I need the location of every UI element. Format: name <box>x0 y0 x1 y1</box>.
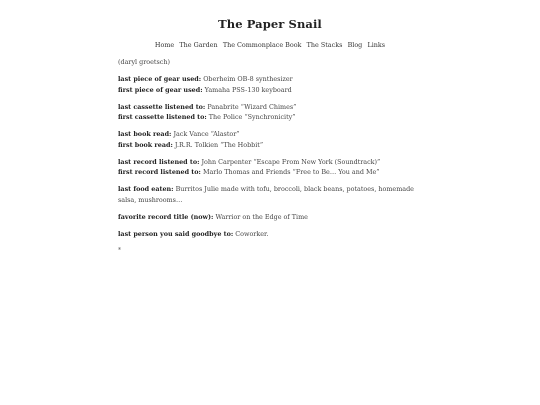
row-value: Burritos Julie made with tofu, broccoli, black beans, potatoes, homemade salsa, mushrooms… <box>118 185 414 204</box>
row-label: last cassette listened to: <box>118 102 206 111</box>
goodbye-section <box>118 229 428 240</box>
row-value: The Police “Synchronicity” <box>208 113 296 121</box>
favorite-record-section <box>118 212 428 223</box>
row-label: last person you said goodbye to: <box>118 229 234 238</box>
row-label: first cassette listened to: <box>118 113 207 121</box>
site-title: The Paper Snail <box>218 17 322 31</box>
nav-the-commonplace-book[interactable]: The Commonplace Book <box>222 41 302 49</box>
record-section <box>118 157 428 178</box>
byline: (daryl groetsch) <box>118 58 170 66</box>
row-label: last record listened to: <box>118 157 200 166</box>
main-nav <box>0 41 540 49</box>
row-label: first piece of gear used: <box>118 85 203 94</box>
nav-links[interactable]: Links <box>367 41 386 49</box>
row-value: Warrior on the Edge of Time <box>215 212 308 221</box>
row-label: last food eaten: <box>118 185 174 193</box>
gear-section <box>118 74 428 95</box>
nav-the-stacks[interactable]: The Stacks <box>306 41 343 49</box>
row-value: Marlo Thomas and Friends “Free to Be… You and Me” <box>202 168 380 176</box>
nav-home[interactable]: Home <box>154 41 175 49</box>
row-value: Oberheim OB-8 synthesizer <box>203 75 293 83</box>
row-label: first record listened to: <box>118 168 201 176</box>
cassette-section <box>118 102 428 123</box>
row-value: Coworker. <box>235 229 269 238</box>
book-section <box>118 129 428 150</box>
food-section <box>118 184 428 205</box>
main-content <box>118 57 428 263</box>
end-mark: * <box>118 246 121 254</box>
row-value: Jack Vance “Alastor” <box>173 130 240 138</box>
row-value: Panabrite “Wizard Chimes” <box>207 102 297 111</box>
row-label: favorite record title (now): <box>118 212 214 221</box>
row-label: last book read: <box>118 130 172 138</box>
row-label: first book read: <box>118 140 173 149</box>
nav-blog[interactable]: Blog <box>347 41 363 49</box>
row-label: last piece of gear used: <box>118 75 202 83</box>
row-value: Yamaha PSS-130 keyboard <box>204 85 292 94</box>
nav-the-garden[interactable]: The Garden <box>179 41 218 49</box>
row-value: John Carpenter “Escape From New York (Soundtrack)” <box>201 157 381 166</box>
row-value: J.R.R. Tolkien “The Hobbit” <box>174 140 264 149</box>
